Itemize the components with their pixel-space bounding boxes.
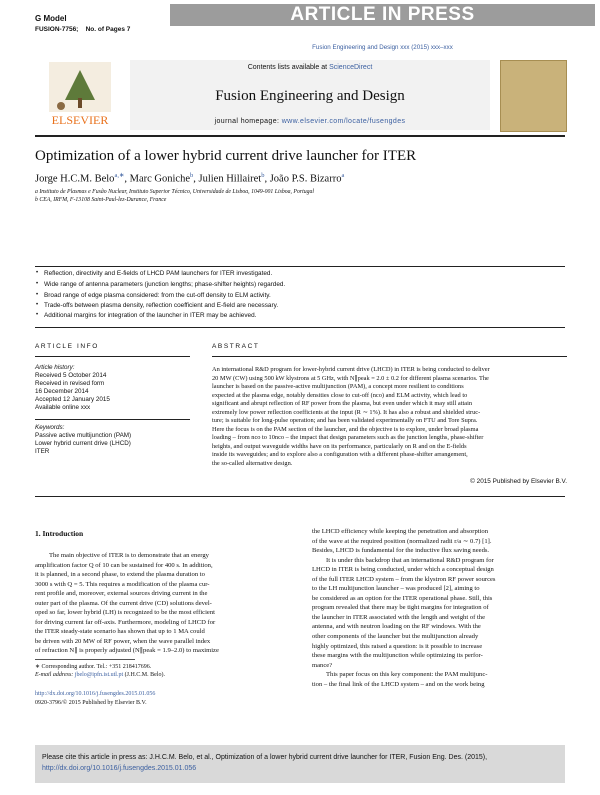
body-line: the launcher in ITER associated with the length and weight of the [312, 613, 486, 621]
author-affiliation-mark[interactable]: b [261, 172, 265, 179]
affiliation: b CEA, IRFM, F-13108 Saint-Paul-lez-Durance, France [35, 197, 167, 203]
corresponding-author-note: ∗ Corresponding author. Tel.: +351 218417696. [35, 664, 152, 670]
body-line: mance? [312, 661, 333, 669]
email-owner: (J.H.C.M. Belo). [124, 672, 165, 678]
manuscript-id [35, 26, 130, 33]
abstract-line: ture; is suitable for long-pulse operation; and has been validated experimentally on FTU and Tore Supra. [212, 417, 478, 424]
manuscript-code: FUSION-7756; [35, 26, 79, 33]
article-title: Optimization of a lower hybrid current drive launcher for ITER [35, 148, 417, 164]
intro-left-column [35, 551, 290, 656]
keyword[interactable]: Lower hybrid current drive (LHCD) [35, 440, 131, 447]
highlight-item: Wide range of antenna parameters (junction lengths; phase-shifter heights) regarded. [44, 281, 286, 288]
body-line: The main objective of ITER is to demonstrate that an energy [49, 552, 209, 559]
history-line: Available online xxx [35, 404, 91, 411]
copyright-notice: © 2015 Published by Elsevier B.V. [470, 478, 567, 485]
abstract-heading: ABSTRACT [212, 343, 260, 350]
keyword[interactable]: Passive active multijunction (PAM) [35, 432, 132, 439]
body-line: be driven with 20 MW of RF power, when the wave parallel index [35, 637, 211, 645]
body-line: of refraction N∥ is properly adjusted (N∥peak = 1.9–2.0) to maximize [35, 647, 219, 655]
highlight-item: Trade-offs between plasma density, reflection coefficient and E-field are necessary. [44, 302, 279, 309]
abstract-line: the so-called alternative design. [212, 459, 293, 467]
highlight-item: Broad range of edge plasma considered: from the cut-off density to ELM activity. [44, 292, 271, 299]
history-line: Received in revised form [35, 380, 105, 387]
body-line: This paper focus on this key component: the PAM multijunc- [326, 671, 488, 679]
author-name[interactable]: Julien Hillairet [198, 173, 262, 185]
author-name[interactable]: João P.S. Bizarro [269, 173, 342, 185]
intro-right-column [312, 527, 567, 689]
bullet-icon: • [36, 270, 39, 276]
abstract-line: 20 MW (CW) using 500 kW klystrons at 5 GHz, with N∥peak = 2.0 ± 0.2 for different plasma scenarios. The [212, 374, 489, 382]
keyword[interactable]: ITER [35, 448, 50, 455]
highlight-item: Additional margins for integration of the launcher in ITER may be achieved. [44, 312, 257, 319]
bullet-icon: • [36, 312, 39, 318]
highlight-item: Reflection, directivity and E-fields of LHCD PAM launchers for ITER investigated. [44, 270, 273, 277]
body-line: amplification factor Q of 10 can be sustained for 400 s. In addition, [35, 561, 213, 569]
citation-text [42, 752, 560, 774]
header-divider [35, 135, 565, 137]
body-line: these margins with the multijunction while optimizing its perfor- [312, 652, 483, 660]
abstract-line: heights, and output waveguide widths have on its performance, particularly on R and on the E-fields [212, 442, 467, 450]
section-heading-introduction: 1. Introduction [35, 529, 84, 538]
body-line: be considered as an option for the ITER operational phase. Still, this [312, 594, 493, 602]
body-line: LHCD in ITER is being conducted, under which a conceptual design [312, 566, 494, 574]
citation-doi-link[interactable]: http://dx.doi.org/10.1016/j.fusengdes.2015.01.056 [42, 765, 197, 772]
figure-icon [57, 102, 65, 110]
citation-prefix: Please cite this article in press as: J.H.C.M. Belo, et al., Optimization of a lower hybrid current drive launcher for ITER, Fusion Eng. Des. [42, 754, 463, 761]
footnote-divider [35, 659, 135, 660]
body-line: the ITER steady-state scenario has shown that up to 1 MA could [35, 628, 205, 636]
author-affiliation-mark[interactable]: b [190, 172, 194, 179]
author-list: Jorge H.C.M. Belo$^{a,∗}$, Marc Goniche$^b$, Julien Hillairet$^b$, João P.S. Bizarro$^a$ [35, 172, 345, 185]
abstract-line: launcher is based on the passive-active multijunction (PAM), a concept more resilient to conditions [212, 383, 464, 390]
history-label: Article history: [35, 364, 75, 371]
body-line: for driving current far off-axis. Furthermore, modeling of LHCD for [35, 618, 216, 626]
body-line: antenna, and with neutron loading on the RF windows. With the [312, 623, 481, 631]
contents-line [130, 64, 490, 71]
g-model-label: G Model [35, 14, 67, 23]
abstract-line: Here the focus is on the PAM section of the launcher, and the objective is to explore, under broad plasma [212, 425, 479, 433]
email-link[interactable]: jbelo@ipfn.ist.utl.pt [74, 672, 124, 678]
article-in-press-banner: ARTICLE IN PRESS [170, 4, 595, 26]
abstract-divider [212, 356, 567, 357]
bullet-icon: • [36, 302, 39, 308]
affiliation: a Instituto de Plasmas e Fusão Nuclear, Instituto Superior Técnico, Universidade de Lisboa, 1049-001 Lisboa, Portugal [35, 189, 315, 195]
body-line: to the LH multijunction launcher – was produced [2], aiming to [312, 585, 480, 593]
page-count: No. of Pages 7 [85, 26, 131, 33]
citation-year: (2015), [464, 754, 488, 761]
doi-footnote [35, 691, 155, 697]
body-line: of the full ITER LHCD system – from the klystron RF power sources [312, 575, 496, 583]
doi-link[interactable]: http://dx.doi.org/10.1016/j.fusengdes.2015.01.056 [35, 691, 156, 697]
abstract-bottom-divider [35, 496, 565, 497]
elsevier-logo[interactable] [35, 60, 125, 130]
abstract-line: significant and abrupt reflection of RF power from the plasma, but even under which it may still attain [212, 400, 473, 407]
email-note [35, 672, 165, 678]
body-line: outer part of the plasma. Of the current drive (CD) solutions devel- [35, 599, 212, 607]
journal-citation-link[interactable]: Fusion Engineering and Design xxx (2015) xxx–xxx [312, 44, 453, 51]
tree-trunk [78, 98, 82, 108]
email-label: E-mail address: [35, 672, 74, 678]
body-line: 3000 s with Q = 5. This requires a modification of the plasma cur- [35, 580, 210, 588]
abstract-line: An international R&D program for lower-hybrid current drive (LHCD) in ITER is being conducted to deliver [212, 366, 490, 373]
article-info-divider [35, 356, 190, 357]
author-name[interactable]: Marc Goniche [129, 173, 191, 185]
history-line: Accepted 12 January 2015 [35, 396, 110, 403]
homepage-link[interactable]: www.elsevier.com/locate/fusengdes [281, 118, 406, 125]
journal-homepage [130, 118, 490, 125]
elsevier-wordmark: ELSEVIER [51, 113, 109, 127]
highlights-divider-bottom [35, 327, 565, 328]
article-info-heading: ARTICLE INFO [35, 343, 99, 350]
abstract-line: expected at the plasma edge, notably densities close to cut-off (nco) and ELM activity, which lead to [212, 391, 468, 399]
author-name[interactable]: Jorge H.C.M. Belo [35, 173, 115, 185]
body-line: Besides, LHCD is fundamental for the inductive flux saving needs. [312, 547, 490, 555]
abstract-body [212, 366, 567, 468]
body-line: oped so far, lower hybrid (LH) is recognized to be the most efficient [35, 609, 215, 617]
journal-name: Fusion Engineering and Design [215, 88, 405, 104]
history-line: Received 5 October 2014 [35, 372, 107, 379]
body-line: it is planned, in a second phase, to extend the plasma duration to [35, 571, 205, 579]
bullet-icon: • [36, 292, 39, 298]
abstract-line: inside its waveguides; and to explore also a configuration with a different phase-shifter arrangement, [212, 451, 468, 458]
author-affiliation-mark[interactable]: a [341, 172, 345, 179]
homepage-label: journal homepage: [214, 118, 280, 125]
issn-line: 0920-3796/© 2015 Published by Elsevier B.V. [35, 700, 147, 706]
sciencedirect-link[interactable]: ScienceDirect [329, 64, 373, 71]
body-line: highly optimized, this raised a question: is it possible to increase [312, 642, 483, 650]
body-line: program revealed that there may be tight margins for integration of [312, 604, 489, 612]
contents-prefix: Contents lists available at [247, 64, 328, 71]
history-line: 16 December 2014 [35, 388, 89, 395]
body-line: of the wave at the required position (normalized radii r/a ∼ 0.7) [1]. [312, 537, 492, 545]
highlights-divider-top [35, 266, 565, 267]
bullet-icon: • [36, 281, 39, 287]
keywords-label: Keywords: [35, 424, 65, 431]
keywords-divider [35, 419, 190, 420]
abstract-line: extremely low power reflection coefficients at the input (R ∼ 1%). It has also a robust and shielded struc- [212, 408, 481, 416]
journal-cover-thumbnail [500, 60, 567, 132]
body-line: tion – the final link of the LHCD system – and on the work being [312, 680, 485, 688]
body-line: the LHCD efficiency while keeping the penetration and absorption [312, 528, 489, 535]
author-affiliation-mark[interactable]: a,∗ [114, 172, 125, 179]
abstract-line: loading – from nco to 10nco – the impact that design parameters such as the junction lengths, phase-shifter [212, 434, 484, 441]
body-line: rent profile and, moreover, external sources driving current in the [35, 590, 208, 598]
body-line: other components of the launcher but the multijunction already [312, 633, 479, 641]
body-line: It is under this backdrop that an international R&D program for [326, 556, 494, 564]
